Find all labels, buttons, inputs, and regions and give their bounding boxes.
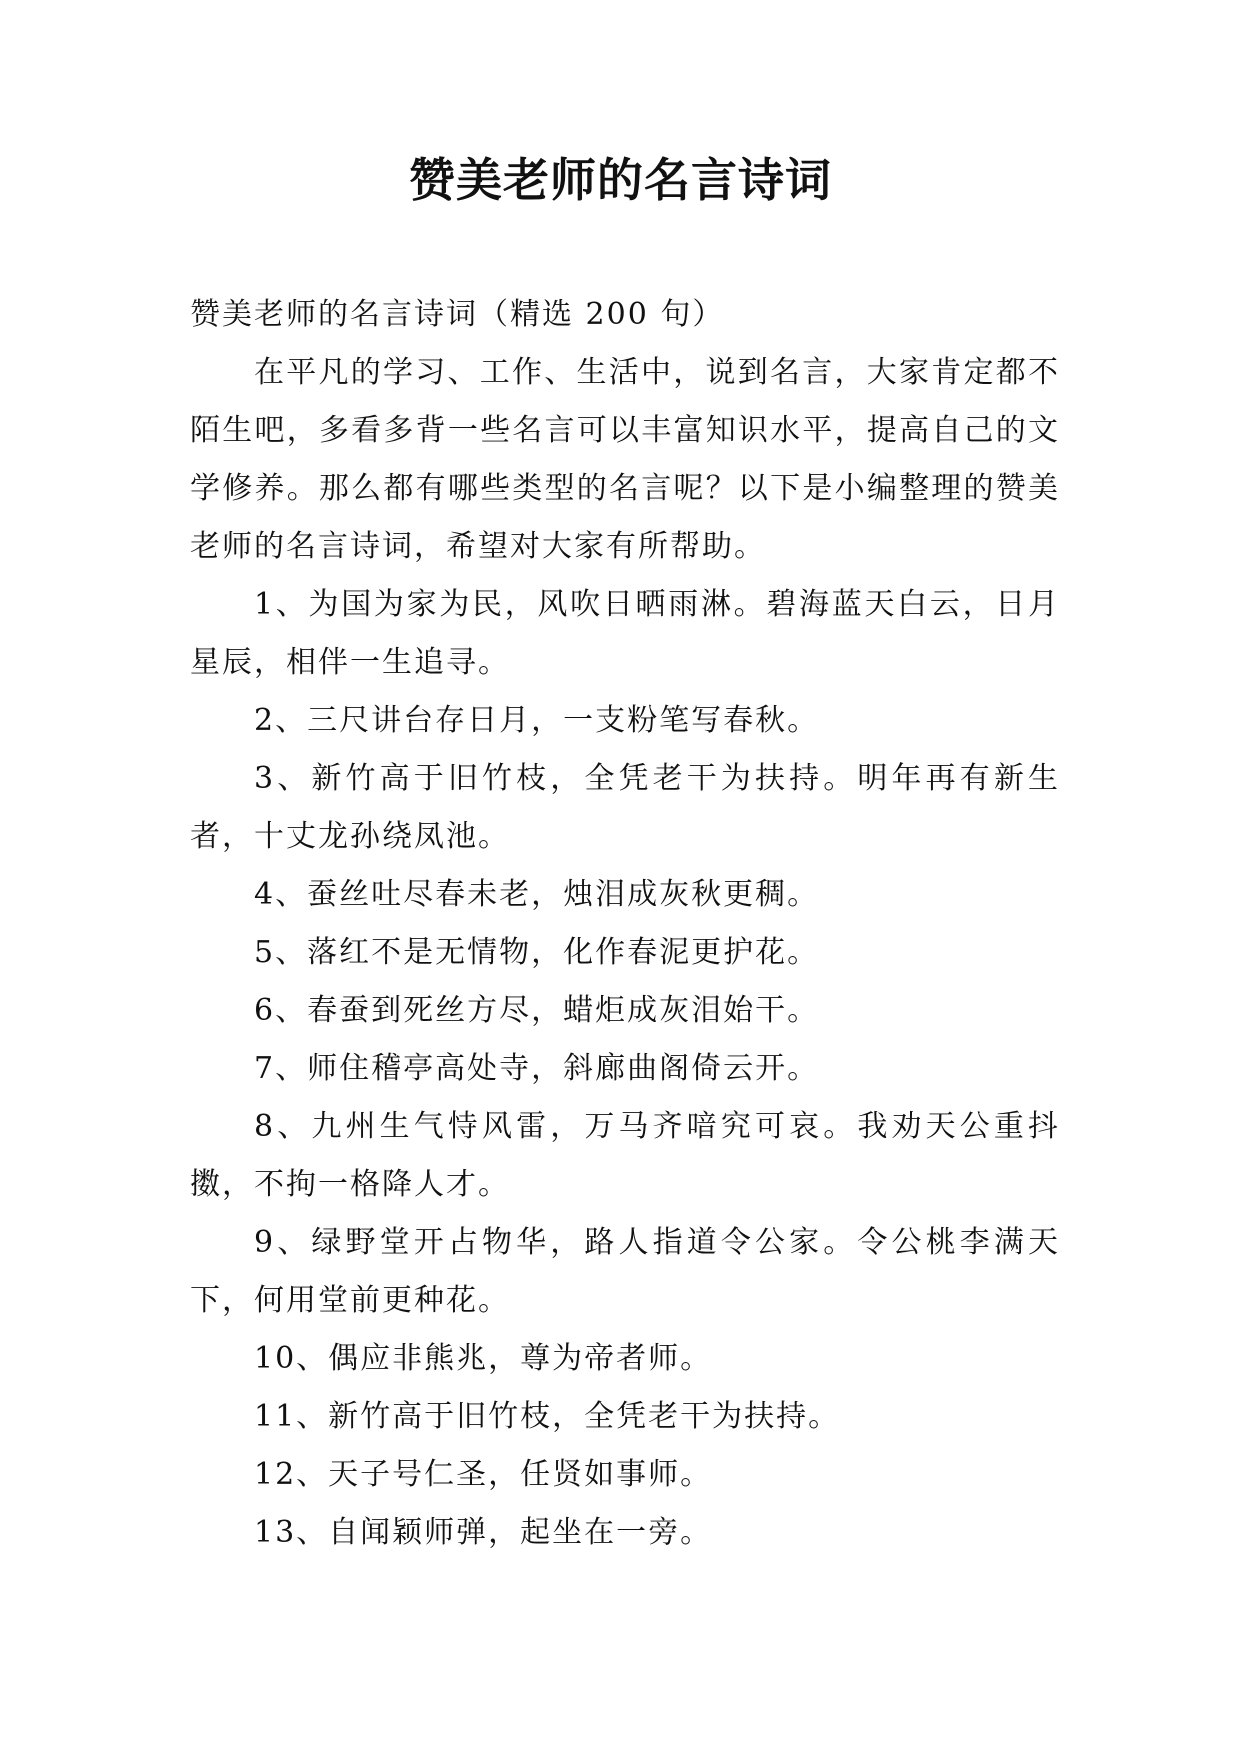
quote-item: 13、自闻颖师弹，起坐在一旁。 (254, 1515, 713, 1550)
quote-item: 7、师住稽亭高处寺，斜廊曲阁倚云开。 (254, 1051, 820, 1086)
quote-item: 5、落红不是无情物，化作春泥更护花。 (254, 935, 820, 970)
quote-item: 11、新竹高于旧竹枝，全凭老干为扶持。 (254, 1399, 841, 1434)
quote-item: 9、绿野堂开占物华，路人指道令公家。令公桃李满天下，何用堂前更种花。 (190, 1225, 1060, 1318)
intro-paragraph: 在平凡的学习、工作、生活中，说到名言，大家肯定都不陌生吧，多看多背一些名言可以丰富知识水平，提高自己的文学修养。那么都有哪些类型的名言呢？以下是小编整理的赞美老师的名言诗词，希望对大家有所帮助。 (190, 355, 1060, 564)
quote-item: 10、偶应非熊兆，尊为帝者师。 (254, 1341, 713, 1376)
quote-item: 2、三尺讲台存日月，一支粉笔写春秋。 (254, 703, 820, 738)
quote-item: 12、天子号仁圣，任贤如事师。 (254, 1457, 713, 1492)
quote-item: 8、九州生气恃风雷，万马齐喑究可哀。我劝天公重抖擞，不拘一格降人才。 (190, 1109, 1060, 1202)
quote-item: 6、春蚕到死丝方尽，蜡炬成灰泪始干。 (254, 993, 820, 1028)
quote-item: 1、为国为家为民，风吹日晒雨淋。碧海蓝天白云，日月星辰，相伴一生追寻。 (190, 587, 1060, 680)
document-body (190, 286, 1060, 1562)
page-title: 赞美老师的名言诗词 (409, 153, 832, 207)
quote-item: 3、新竹高于旧竹枝，全凭老干为扶持。明年再有新生者，十丈龙孙绕凤池。 (190, 761, 1060, 854)
document-subtitle: 赞美老师的名言诗词（精选 200 句） (190, 297, 725, 332)
quote-item: 4、蚕丝吐尽春未老，烛泪成灰秋更稠。 (254, 877, 820, 912)
